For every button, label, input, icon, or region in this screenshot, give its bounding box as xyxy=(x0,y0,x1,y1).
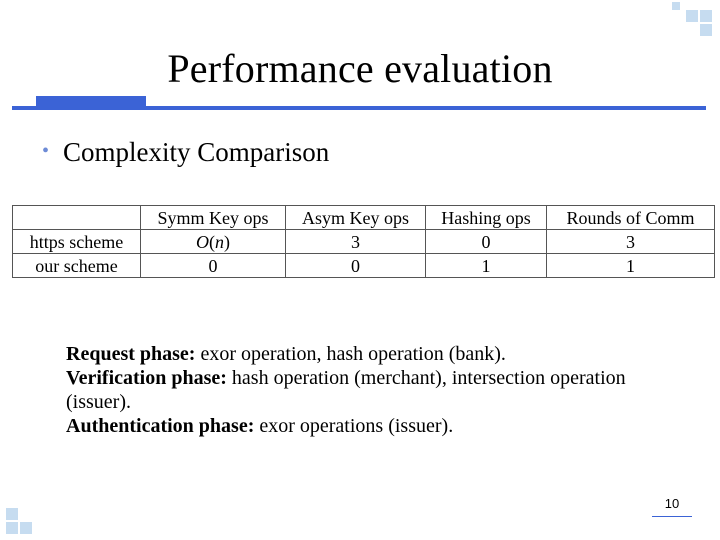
phase-notes xyxy=(66,342,656,438)
table-row xyxy=(13,254,715,278)
complexity-table xyxy=(12,205,715,278)
note-request xyxy=(66,342,656,366)
slide-title: Performance evaluation xyxy=(167,46,553,91)
corner-decoration-bottom-left xyxy=(20,522,32,534)
row-label: our scheme xyxy=(13,254,141,278)
corner-decoration-top-right xyxy=(700,10,712,22)
table-header-cell xyxy=(13,206,141,230)
row-label: https scheme xyxy=(13,230,141,254)
table-cell: 0 xyxy=(286,254,426,278)
corner-decoration-bottom-left xyxy=(6,508,18,520)
corner-decoration-top-right xyxy=(672,2,680,10)
math-expression: O(n) xyxy=(196,231,230,252)
table-cell: 0 xyxy=(426,230,547,254)
table-cell xyxy=(141,230,286,254)
corner-decoration-top-right xyxy=(686,10,698,22)
corner-decoration-top-right xyxy=(700,24,712,36)
note-text: exor operation, hash operation (bank). xyxy=(195,343,506,365)
bullet-item xyxy=(42,134,329,173)
table-row xyxy=(13,230,715,254)
table-header-cell: Symm Key ops xyxy=(141,206,286,230)
table-cell: 1 xyxy=(426,254,547,278)
page-number: 10 xyxy=(652,496,692,517)
table-header-cell: Rounds of Comm xyxy=(547,206,715,230)
table-header-row xyxy=(13,206,715,230)
note-label: Verification phase: xyxy=(66,367,227,389)
table-cell: 3 xyxy=(286,230,426,254)
table-cell: 3 xyxy=(547,230,715,254)
table-cell: 1 xyxy=(547,254,715,278)
table-header-cell: Hashing ops xyxy=(426,206,547,230)
corner-decoration-bottom-left xyxy=(6,522,18,534)
table-header-cell: Asym Key ops xyxy=(286,206,426,230)
note-text: exor operations (issuer). xyxy=(254,415,454,437)
title-accent-bar xyxy=(36,96,146,106)
note-authentication xyxy=(66,414,656,438)
note-label: Request phase: xyxy=(66,343,196,365)
table-cell: 0 xyxy=(141,254,286,278)
note-text: hash operation (merchant), intersection operation (issuer). xyxy=(66,367,626,413)
bullet-text: Complexity Comparison xyxy=(63,137,330,167)
note-label: Authentication phase: xyxy=(66,415,255,437)
title-underline xyxy=(12,106,706,110)
note-verification xyxy=(66,366,656,414)
bullet-dot-icon: • xyxy=(42,140,50,162)
